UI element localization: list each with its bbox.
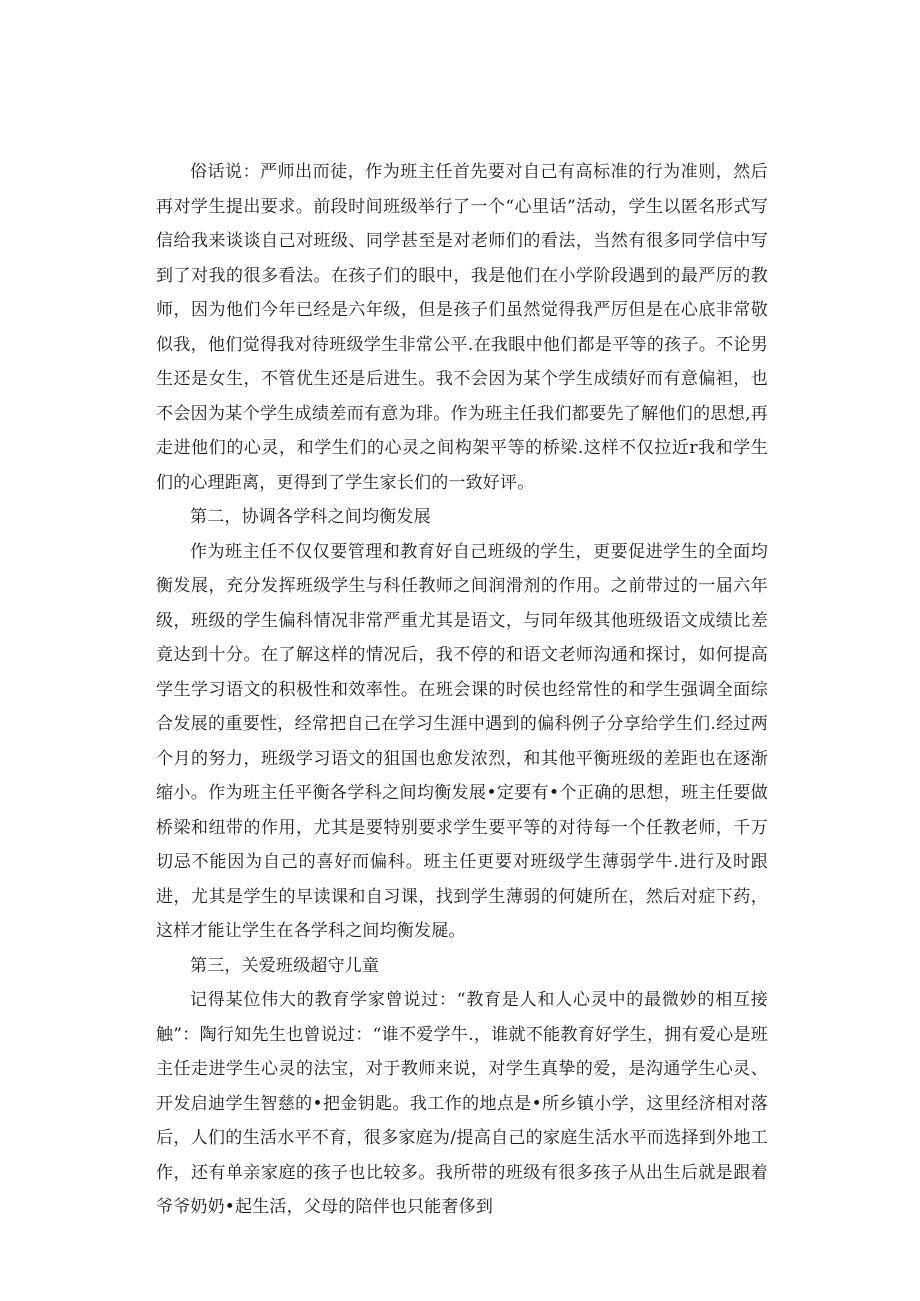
paragraph-caring-children: 记得某位伟大的教育学家曾说过：“教育是人和人心灵中的最微妙的相互接触”：陶行知先生也曾说过：“谁不爱学牛.，谁就不能教育好学生，拥有爱心是班主任走进学生心灵的法宝，对于教师来说，对学生真挚的爱，是沟通学生心灵、开发启迪学生智慈的•把金钥匙。我工作的地点是•所乡镇小学，这里经济相对落后，人们的生活水平不育，很多家庭为/提高自己的家庭生活水平而选择到外地工作，还有单亲家庭的孩子也比较多。我所带的班级有很多孩子从出生后就是跟着爷爷奶奶•起生活，父母的陪伴也只能奢侈到 — [156, 990, 768, 1217]
paragraph-balanced-development: 作为班主任不仅仅要管理和教育好自己班级的学生，更要促进学生的全面均衡发展，充分发挥班级学生与科任教师之间润滑剂的作用。之前带过的一届六年级，班级的学生偏科情况非常严重尤其是语文，与同年级其他班级语文成绩比差竟达到十分。在了解这样的情况后，我不停的和语文老师沟通和探讨，如何提高学生学习语文的积极性和效率性。在班会课的时侯也经常性的和学生强调全面综合发展的重要性，经常把自己在学习生涯中遇到的偏科例子分享给学生们.经过两个月的努力，班级学习语文的狙国也愈发浓烈，和其他平衡班级的差距也在逐渐缩小。作为班主任平衡各学科之间均衡发展•定要有•个正确的思想，班主任要做桥梁和纽带的作用，尤其是要特别要求学生要平等的对待每一个任教老师，千万切忌不能因为自己的喜好而偏科。班主任更要对班级学生薄弱学牛.进行及时跟进，尤其是学生的早读课和自习课，找到学生薄弱的何婕所在，然后对症下药，这样才能让学生在各学科之间均衡发屣。 — [156, 541, 768, 941]
section-heading-second: 第二，协调各学科之间均衡发展 — [190, 507, 431, 527]
paragraph-strict-teacher: 俗话说：严师出而徒，作为班主任首先要对自己有高标准的行为准则，然后再对学生提出要求。前段时间班级举行了一个“心里话”活动，学生以匿名形式写信给我来谈谈自己对班级、同学甚至是对老师们的看法，当然有很多同学信中写到了对我的很多看法。在孩子们的眼中，我是他们在小学阶段遇到的最严厉的教师，因为他们今年已经是六年级，但是孩子们虽然觉得我严厉但是在心底非常敬似我，他们觉得我对待班级学生非常公平.在我眼中他们都是平等的孩子。不论男生还是女生，不管优生还是后进生。我不会因为某个学生成绩好而有意偏袒，也不会因为某个学生成绩差而有意为琲。作为班主任我们都要先了解他们的思想,再走进他们的心灵，和学生们的心灵之间构架平等的桥梁.这样不仅拉近r我和学生们的心理距离，更得到了学生家长们的一致好评。 — [156, 162, 768, 493]
document-body — [156, 155, 768, 1225]
section-heading-third: 第三，关爱班级超守儿童 — [190, 955, 380, 976]
